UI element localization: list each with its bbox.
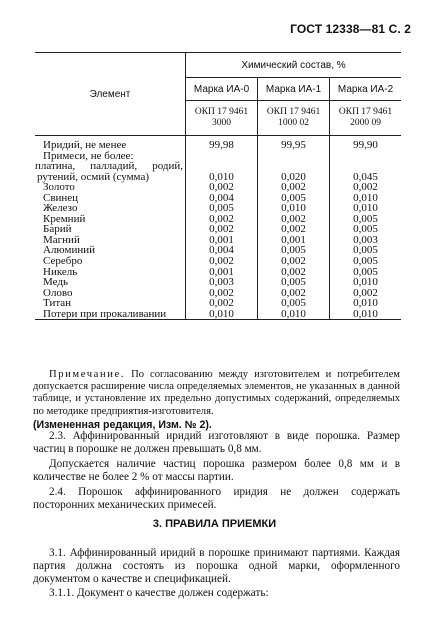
composition-group-header: Химический состав, % [186,53,402,78]
element-name: Кремний [43,212,86,225]
value-ia1: 0,005 [258,193,330,204]
value-ia1: 0,005 [258,245,330,256]
value-ia2: 0,002 [330,182,401,193]
element-name: Олово [43,286,73,299]
okp-code-suffix: 2000 09 [350,118,381,128]
value-ia2: 0,005 [330,256,401,267]
value-ia0: 99,98 [186,136,258,151]
value-ia2 [330,151,401,162]
value-ia0 [186,151,258,162]
amendment-note: (Измененная редакция, Изм. № 2). [33,418,212,431]
element-name: Алюминий [43,244,96,257]
value-ia1: 99,95 [258,136,330,151]
element-name: Магний [43,233,80,246]
value-ia0: 0,002 [186,256,258,267]
value-ia0: 0,004 [186,245,258,256]
element-name: Свинец [43,191,79,204]
chemical-composition-table [35,52,401,320]
value-ia1: 0,002 [258,256,330,267]
value-ia2: 0,010 [330,298,401,309]
value-ia2: 0,005 [330,214,401,225]
element-name: Железо [43,202,78,215]
element-name: Никель [43,265,78,278]
table-row [35,256,401,267]
value-ia0: 0,002 [186,298,258,309]
value-ia1: 0,002 [258,214,330,225]
value-ia2: 0,005 [330,267,401,278]
value-ia0: 0,002 [186,182,258,193]
okp-code: ОКП 17 9461 [194,107,249,117]
mark-header-ia1: Марка ИА-1 [258,78,330,101]
note-paragraph [33,369,400,418]
clause-2-3-cont [33,458,400,484]
value-ia0: 0,004 [186,193,258,204]
note-label: Примечание. [49,369,126,380]
value-ia1: 0,002 [258,288,330,299]
clause-2-3 [33,430,400,456]
value-ia1: 0,002 [258,267,330,278]
value-ia1: 0,020 [258,172,330,183]
value-ia0: 0,002 [186,288,258,299]
element-name: Барий [43,223,72,236]
value-ia2: 0,010 [330,309,401,320]
element-name: Медь [43,276,68,289]
paragraph: 2.3. Аффинированный иридий изготовляют в виде порошка. Размер частиц в порошке не должен превышать 0,8 мм. [33,430,400,455]
okp-header-ia1 [258,101,330,136]
paragraph: 2.4. Порошок аффинированного иридия не должен содержать посторонних механических примесей. [33,486,400,511]
value-ia0: 0,005 [186,203,258,214]
value-ia1: 0,001 [258,235,330,246]
section-title: 3. ПРАВИЛА ПРИЕМКИ [152,518,277,530]
note-text: По согласованию между изготовителем и потребителем допускается расширение числа определяемых элементов, не указанных в данной таблице, и установление их предельно допустимых содержаний, определяемых по методике предприятия-изготовителя. [33,369,400,417]
mark-header-ia0: Марка ИА-0 [186,78,258,101]
okp-header-ia2 [330,101,401,136]
paragraph: 3.1. Аффинированный иридий в порошке принимают партиями. Каждая партия должна состоять из порошка одной марки, оформленного документом о качестве и спецификацией. [33,547,400,585]
mark-header-ia2: Марка ИА-2 [330,78,401,101]
value-ia2: 0,005 [330,224,401,235]
paragraph: 3.1.1. Документ о качестве должен содержать: [49,587,269,599]
okp-code-suffix: 1000 02 [278,118,309,128]
element-name: рутений, осмий (сумма) [37,170,149,183]
table-row [35,309,401,320]
okp-code: ОКП 17 9461 [266,107,321,117]
value-ia2: 0,002 [330,288,401,299]
value-ia2: 0,010 [330,277,401,288]
value-ia0: 0,003 [186,277,258,288]
element-name: Золото [43,181,75,194]
okp-code-suffix: 3000 [212,118,232,128]
page-header: ГОСТ 12338—81 С. 2 [290,22,411,36]
section-3-body [33,547,400,600]
value-ia2: 0,010 [330,203,401,214]
value-ia2: 0,005 [330,245,401,256]
element-name: Титан [43,297,72,310]
value-ia1 [258,151,330,162]
element-name: Серебро [43,255,83,268]
value-ia0: 0,001 [186,267,258,278]
value-ia0: 0,002 [186,214,258,225]
value-ia0: 0,010 [186,309,258,320]
table-note [33,369,400,431]
element-column-header: Элемент [35,53,186,136]
okp-code: ОКП 17 9461 [338,107,393,117]
table-row [35,136,401,151]
value-ia1: 0,002 [258,224,330,235]
value-ia1: 0,005 [258,277,330,288]
value-ia2: 0,003 [330,235,401,246]
value-ia1: 0,005 [258,298,330,309]
paragraph: Допускается наличие частиц порошка размером более 0,8 мм и в количестве не более 2 % от массы партии. [33,458,400,483]
value-ia0: 0,001 [186,235,258,246]
okp-header-ia0 [186,101,258,136]
value-ia2: 99,90 [330,136,401,151]
clause-2-4 [33,486,400,512]
element-name: Потери при прокаливании [35,309,186,320]
value-ia1: 0,010 [258,309,330,320]
element-name: Примеси, не более: [43,149,134,162]
element-name: платина, палладий, родий, [35,160,183,173]
value-ia1: 0,010 [258,203,330,214]
value-ia0: 0,010 [186,172,258,183]
value-ia1: 0,002 [258,182,330,193]
value-ia2: 0,045 [330,172,401,183]
element-name: Иридий, не менее [35,136,186,151]
value-ia0: 0,002 [186,224,258,235]
value-ia2: 0,010 [330,193,401,204]
